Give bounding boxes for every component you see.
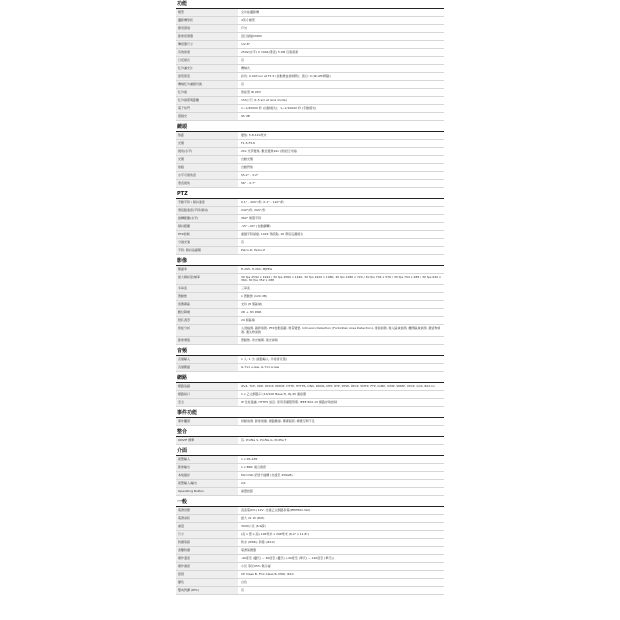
spec-label: ONVIF 標準	[176, 437, 238, 444]
spec-value: (長 x 寬 x 高) 196毫米 x 298毫米 (6.4" x 11.8")	[241, 531, 309, 536]
spec-label: 網路接口	[176, 391, 238, 398]
section-title: 介面	[177, 447, 188, 454]
spec-label: 預設點速度(平移/傾斜)	[176, 207, 238, 214]
spec-row	[176, 132, 444, 140]
section-title: 事件功能	[177, 409, 198, 416]
spec-value: 1 x RS-485	[241, 456, 258, 461]
spec-label: 紅外濾光片	[176, 65, 238, 72]
spec-label: 視角(水平)	[176, 148, 238, 155]
section-title: 音頻	[177, 347, 188, 354]
spec-row	[176, 456, 444, 464]
spec-label: Operating Button	[176, 488, 238, 495]
spec-row	[176, 73, 444, 81]
spec-label: 雷擊防護	[176, 547, 238, 554]
spec-value: 移動偵測, 影像遮擋, 網路斷線, 硬碟錯誤, 硬碟空間不足	[241, 418, 315, 423]
spec-row	[176, 391, 444, 399]
spec-label: 光圈	[176, 140, 238, 147]
spec-row	[176, 180, 444, 188]
spec-label: 壓縮率	[176, 266, 238, 273]
spec-value: 240°/秒, 200°/秒	[241, 207, 266, 212]
spec-row	[176, 418, 444, 426]
section-title: 整合	[177, 428, 188, 435]
spec-row	[176, 41, 444, 49]
spec-label: 報警輸入	[176, 456, 238, 463]
spec-row	[176, 364, 444, 372]
spec-value: -15°~90° (自動翻轉)	[241, 223, 271, 228]
spec-label: 報警輸入/輸出	[176, 480, 238, 487]
spec-row	[176, 488, 444, 496]
spec-value: 支持 (8 個區域)	[241, 302, 263, 307]
spec-value: 有	[241, 81, 245, 86]
spec-row	[176, 81, 444, 89]
spec-row	[176, 555, 444, 563]
spec-value: 連續平移掃描, 1024 預設點, 16 預設巡邏模式	[241, 231, 304, 236]
spec-label: 安全	[176, 399, 238, 406]
spec-label: 影像輸出	[176, 464, 238, 471]
spec-label: 影像感測器	[176, 33, 238, 40]
spec-row	[176, 301, 444, 309]
spec-label: 認證	[176, 571, 238, 578]
spec-row	[176, 317, 444, 325]
spec-label: 傳感器尺寸	[176, 41, 238, 48]
spec-row	[176, 65, 444, 73]
spec-value: 戶外	[241, 25, 248, 30]
spec-label: 手動平移 / 傾斜速度	[176, 199, 238, 206]
spec-row	[176, 172, 444, 180]
spec-row	[176, 539, 444, 547]
spec-row	[176, 507, 444, 515]
spec-value: 機械式	[241, 65, 251, 70]
spec-row	[176, 89, 444, 97]
spec-label: 尺寸	[176, 531, 238, 538]
spec-row	[176, 207, 444, 215]
spec-section	[176, 445, 444, 496]
spec-section	[176, 407, 444, 426]
spec-value: -40度至 (攝氏) ~ 60度至 (攝氏) (-40度至 (華氏) ~ 140度至 (華氏))	[241, 555, 334, 560]
spec-row	[176, 105, 444, 113]
spec-row	[176, 17, 444, 25]
spec-value: 56° - 2.7°	[241, 180, 256, 185]
spec-row	[176, 325, 444, 336]
spec-value: 小於 等於95% 無冷凝	[241, 563, 271, 568]
spec-row	[176, 25, 444, 33]
spec-label: 音頻輸入	[176, 356, 238, 363]
spec-section	[176, 345, 444, 372]
section-title: 一般	[177, 498, 188, 505]
spec-label: 機械紅外濾鏡切換	[176, 81, 238, 88]
spec-value: G.711 u-law, G.711 A-law	[241, 364, 280, 369]
spec-label: 感興趣區	[176, 301, 238, 308]
spec-label: 本地儲存	[176, 472, 238, 479]
spec-row	[176, 399, 444, 407]
spec-row	[176, 199, 444, 207]
spec-row	[176, 309, 444, 317]
spec-label: PTZ控制	[176, 231, 238, 238]
spec-row	[176, 285, 444, 293]
spec-label: 電源消耗	[176, 515, 238, 522]
spec-label: 環繞光	[176, 113, 238, 120]
spec-value: 逐行掃描CMOS	[241, 33, 262, 38]
spec-label: 電子快門	[176, 105, 238, 112]
spec-label: 應用環境	[176, 25, 238, 32]
spec-value: 有	[241, 57, 245, 62]
spec-label: 多串流	[176, 285, 238, 292]
spec-value: 0.1° - 200°/秒, 0.1° - 120°/秒	[241, 199, 284, 204]
spec-row	[176, 437, 444, 445]
spec-label: 操作濕度	[176, 563, 238, 570]
spec-row	[176, 515, 444, 523]
spec-value: 電源保護器	[241, 547, 257, 552]
spec-label: 影像增強	[176, 337, 238, 344]
spec-value: 55.2° - 3.2°	[241, 172, 259, 177]
spec-sheet	[176, 0, 444, 595]
spec-row	[176, 480, 444, 488]
spec-row	[176, 49, 444, 57]
spec-value: 360° 無限平移	[241, 215, 262, 220]
spec-value: 重置按鈕	[241, 488, 254, 493]
spec-row	[176, 231, 444, 239]
spec-label: 事件觸發	[176, 418, 238, 425]
spec-label: 攝影機形狀	[176, 17, 238, 24]
spec-row	[176, 113, 444, 121]
spec-row	[176, 563, 444, 571]
spec-label: 隱私遮罩	[176, 317, 238, 324]
spec-row	[176, 571, 444, 579]
spec-label: 日夜模式	[176, 57, 238, 64]
spec-label: 電源供應	[176, 507, 238, 514]
spec-label: 音頻壓縮	[176, 364, 238, 371]
spec-label: 重量	[176, 523, 238, 530]
spec-value: 2/1	[241, 480, 246, 485]
spec-label: 數位降噪	[176, 309, 238, 316]
spec-value: 95 dB	[241, 113, 250, 118]
spec-section	[176, 121, 444, 188]
spec-value: 寬動態, 背光補償, 強光抑制	[241, 337, 278, 342]
spec-value: IP 位址過濾, HTTPS 加密, 使用者權限管理, IEEE 802.1X 網路存取控制	[241, 399, 338, 404]
spec-value: 1/2.8"	[241, 41, 251, 46]
spec-value: IPv4, TCP, UDP, DHCP, PPPoE, HTTP, HTTPS, DNS, DDNS, NTP, RTP, RTSP, RTCP, SMTP, FTP, IGMP, ICMP, SNMP, UPnP, QoS, 802.1x	[241, 383, 435, 388]
spec-label: 顏色	[176, 579, 238, 586]
spec-label: 分割光速	[176, 239, 238, 246]
spec-value: 1 入, 1 出 (線路輸入, 外接麥克風)	[241, 356, 287, 361]
spec-label: 操作溫度	[176, 555, 238, 562]
spec-row	[176, 239, 444, 247]
section-title: 影像	[177, 258, 188, 264]
spec-row	[176, 547, 444, 555]
spec-value: Pelco-D, Pelco-P	[241, 247, 266, 252]
spec-row	[176, 579, 444, 587]
spec-label: 網路協議	[176, 383, 238, 390]
spec-row	[176, 215, 444, 223]
spec-row	[176, 531, 444, 539]
spec-value: 白色	[241, 579, 248, 584]
spec-value: 有, Profile S, Profile G, Profile T	[241, 437, 287, 442]
spec-row	[176, 472, 444, 480]
spec-value: 150公尺 (1.5 lux at lens mode)	[241, 97, 287, 102]
spec-value: 有	[241, 239, 245, 244]
spec-label: 最大解析度/幀率	[176, 274, 238, 284]
spec-value: 有	[241, 587, 245, 592]
spec-value: 20x 光學變焦, 數位變焦16x (智能紅外線)	[241, 148, 298, 153]
spec-label: 光圈	[176, 156, 238, 163]
spec-section	[176, 496, 444, 595]
spec-row	[176, 293, 444, 301]
spec-value: F1.5-F3.6	[241, 140, 256, 145]
spec-row	[176, 523, 444, 531]
spec-row	[176, 223, 444, 231]
spec-section	[176, 188, 444, 255]
spec-label: 水平可視角度	[176, 172, 238, 179]
spec-value: 3000公克 (6.6磅)	[241, 523, 266, 528]
spec-row	[176, 33, 444, 41]
spec-value: 2D + 3D DNR	[241, 310, 262, 315]
spec-label: 智能分析	[176, 325, 238, 335]
spec-value: 最大 21 W (PoE)	[241, 515, 265, 520]
spec-row	[176, 148, 444, 156]
section-title: 功能	[177, 1, 188, 7]
spec-row	[176, 356, 444, 364]
spec-value: 自動對焦	[241, 164, 254, 169]
spec-label: 有效像素	[176, 49, 238, 56]
spec-value: 2592(水平) X 1944(垂直) 5.0M 百萬畫素	[241, 49, 299, 54]
spec-value: 智能型 IR LED	[241, 89, 261, 94]
spec-row	[176, 337, 444, 345]
spec-row	[176, 9, 444, 17]
spec-row	[176, 97, 444, 105]
spec-value: 1~1/20000 秒 (自動模式)；1~1/10000 秒 (手動模式)	[241, 105, 317, 110]
spec-label: 平移, 傾斜協議類	[176, 247, 238, 254]
spec-label: 最低照度	[176, 73, 238, 80]
spec-row	[176, 383, 444, 391]
spec-label: 雙向對講 (RTC)	[176, 587, 238, 594]
spec-label: 傾斜範圍	[176, 223, 238, 230]
spec-value: 4英寸槍型	[241, 17, 255, 22]
spec-label: 類型	[176, 9, 238, 16]
spec-row	[176, 587, 444, 595]
spec-value: 24 個區塊	[241, 318, 255, 323]
section-title: PTZ	[177, 191, 188, 197]
spec-label: 焦點	[176, 164, 238, 171]
spec-row	[176, 164, 444, 172]
spec-value: 1 x 乙太網路口 (10/100 Base-T), RJ-45 連接器	[241, 391, 306, 396]
spec-label: 焦距	[176, 132, 238, 139]
spec-label: 旋轉範圍(水平)	[176, 215, 238, 222]
spec-value: CE Class B, FCC Class B, IP66, IK10	[241, 571, 294, 576]
spec-value: 變焦, 5.8-120毫米	[241, 132, 267, 137]
spec-value: 三串流	[241, 286, 251, 291]
spec-label: 紅外線照明距離	[176, 97, 238, 104]
spec-section	[176, 372, 444, 407]
spec-label: 垂直視角	[176, 180, 238, 187]
spec-row	[176, 57, 444, 65]
spec-label: 寬動態	[176, 293, 238, 300]
spec-section	[176, 1, 444, 121]
spec-row	[176, 140, 444, 148]
spec-value: 直流電(DC) 12V, 支援乙太網路供電(IEEE802.3at)	[241, 507, 310, 512]
spec-value: 30 fps 2592 x 1944 / 30 fps 2560 x 1440, 30 fps 1920 x 1080, 30 fps 1280 x 720 / 30 fps 704 x 576 / 30 fps 704 x 288 / 30 fps 640 x 360, 30 fps 352 x 288	[241, 274, 441, 283]
spec-row	[176, 247, 444, 255]
spec-label: 防護等級	[176, 539, 238, 546]
spec-section	[176, 426, 444, 445]
spec-row	[176, 266, 444, 274]
spec-row	[176, 464, 444, 472]
spec-value: H.265, H.264, MJPEG	[241, 266, 273, 271]
spec-value: 1 寬動態 (120 dB)	[241, 294, 267, 299]
spec-value: 彩色: 0.003 lux at F1.5 (自動增益控制開)；黑白: 0 (IR LED開啟)	[241, 73, 331, 78]
spec-value: MicroSD 記憶卡插槽 (支援至 256GB)	[241, 472, 293, 477]
spec-row	[176, 156, 444, 164]
spec-value: 1 x BNC 複合視訊	[241, 464, 266, 469]
spec-row	[176, 274, 444, 285]
spec-label: 紅外線	[176, 89, 238, 96]
spec-value: 自動光圈	[241, 156, 254, 161]
spec-value: 全功能攝影機	[241, 9, 260, 14]
spec-section	[176, 255, 444, 345]
section-title: 鏡頭	[177, 124, 188, 130]
spec-value: 入侵檢測, 越界偵測, PTZ自動追蹤, 場景變更, Intrusion Detection (Forbidden Area Detection), 徘徊偵測, 進入區域偵測, 離開區域偵測, 遺留物偵測, 遺失物偵測	[241, 326, 441, 334]
spec-value: 防水 (IP66), 防暴 (IK10)	[241, 539, 275, 544]
section-title: 網路	[177, 374, 188, 381]
